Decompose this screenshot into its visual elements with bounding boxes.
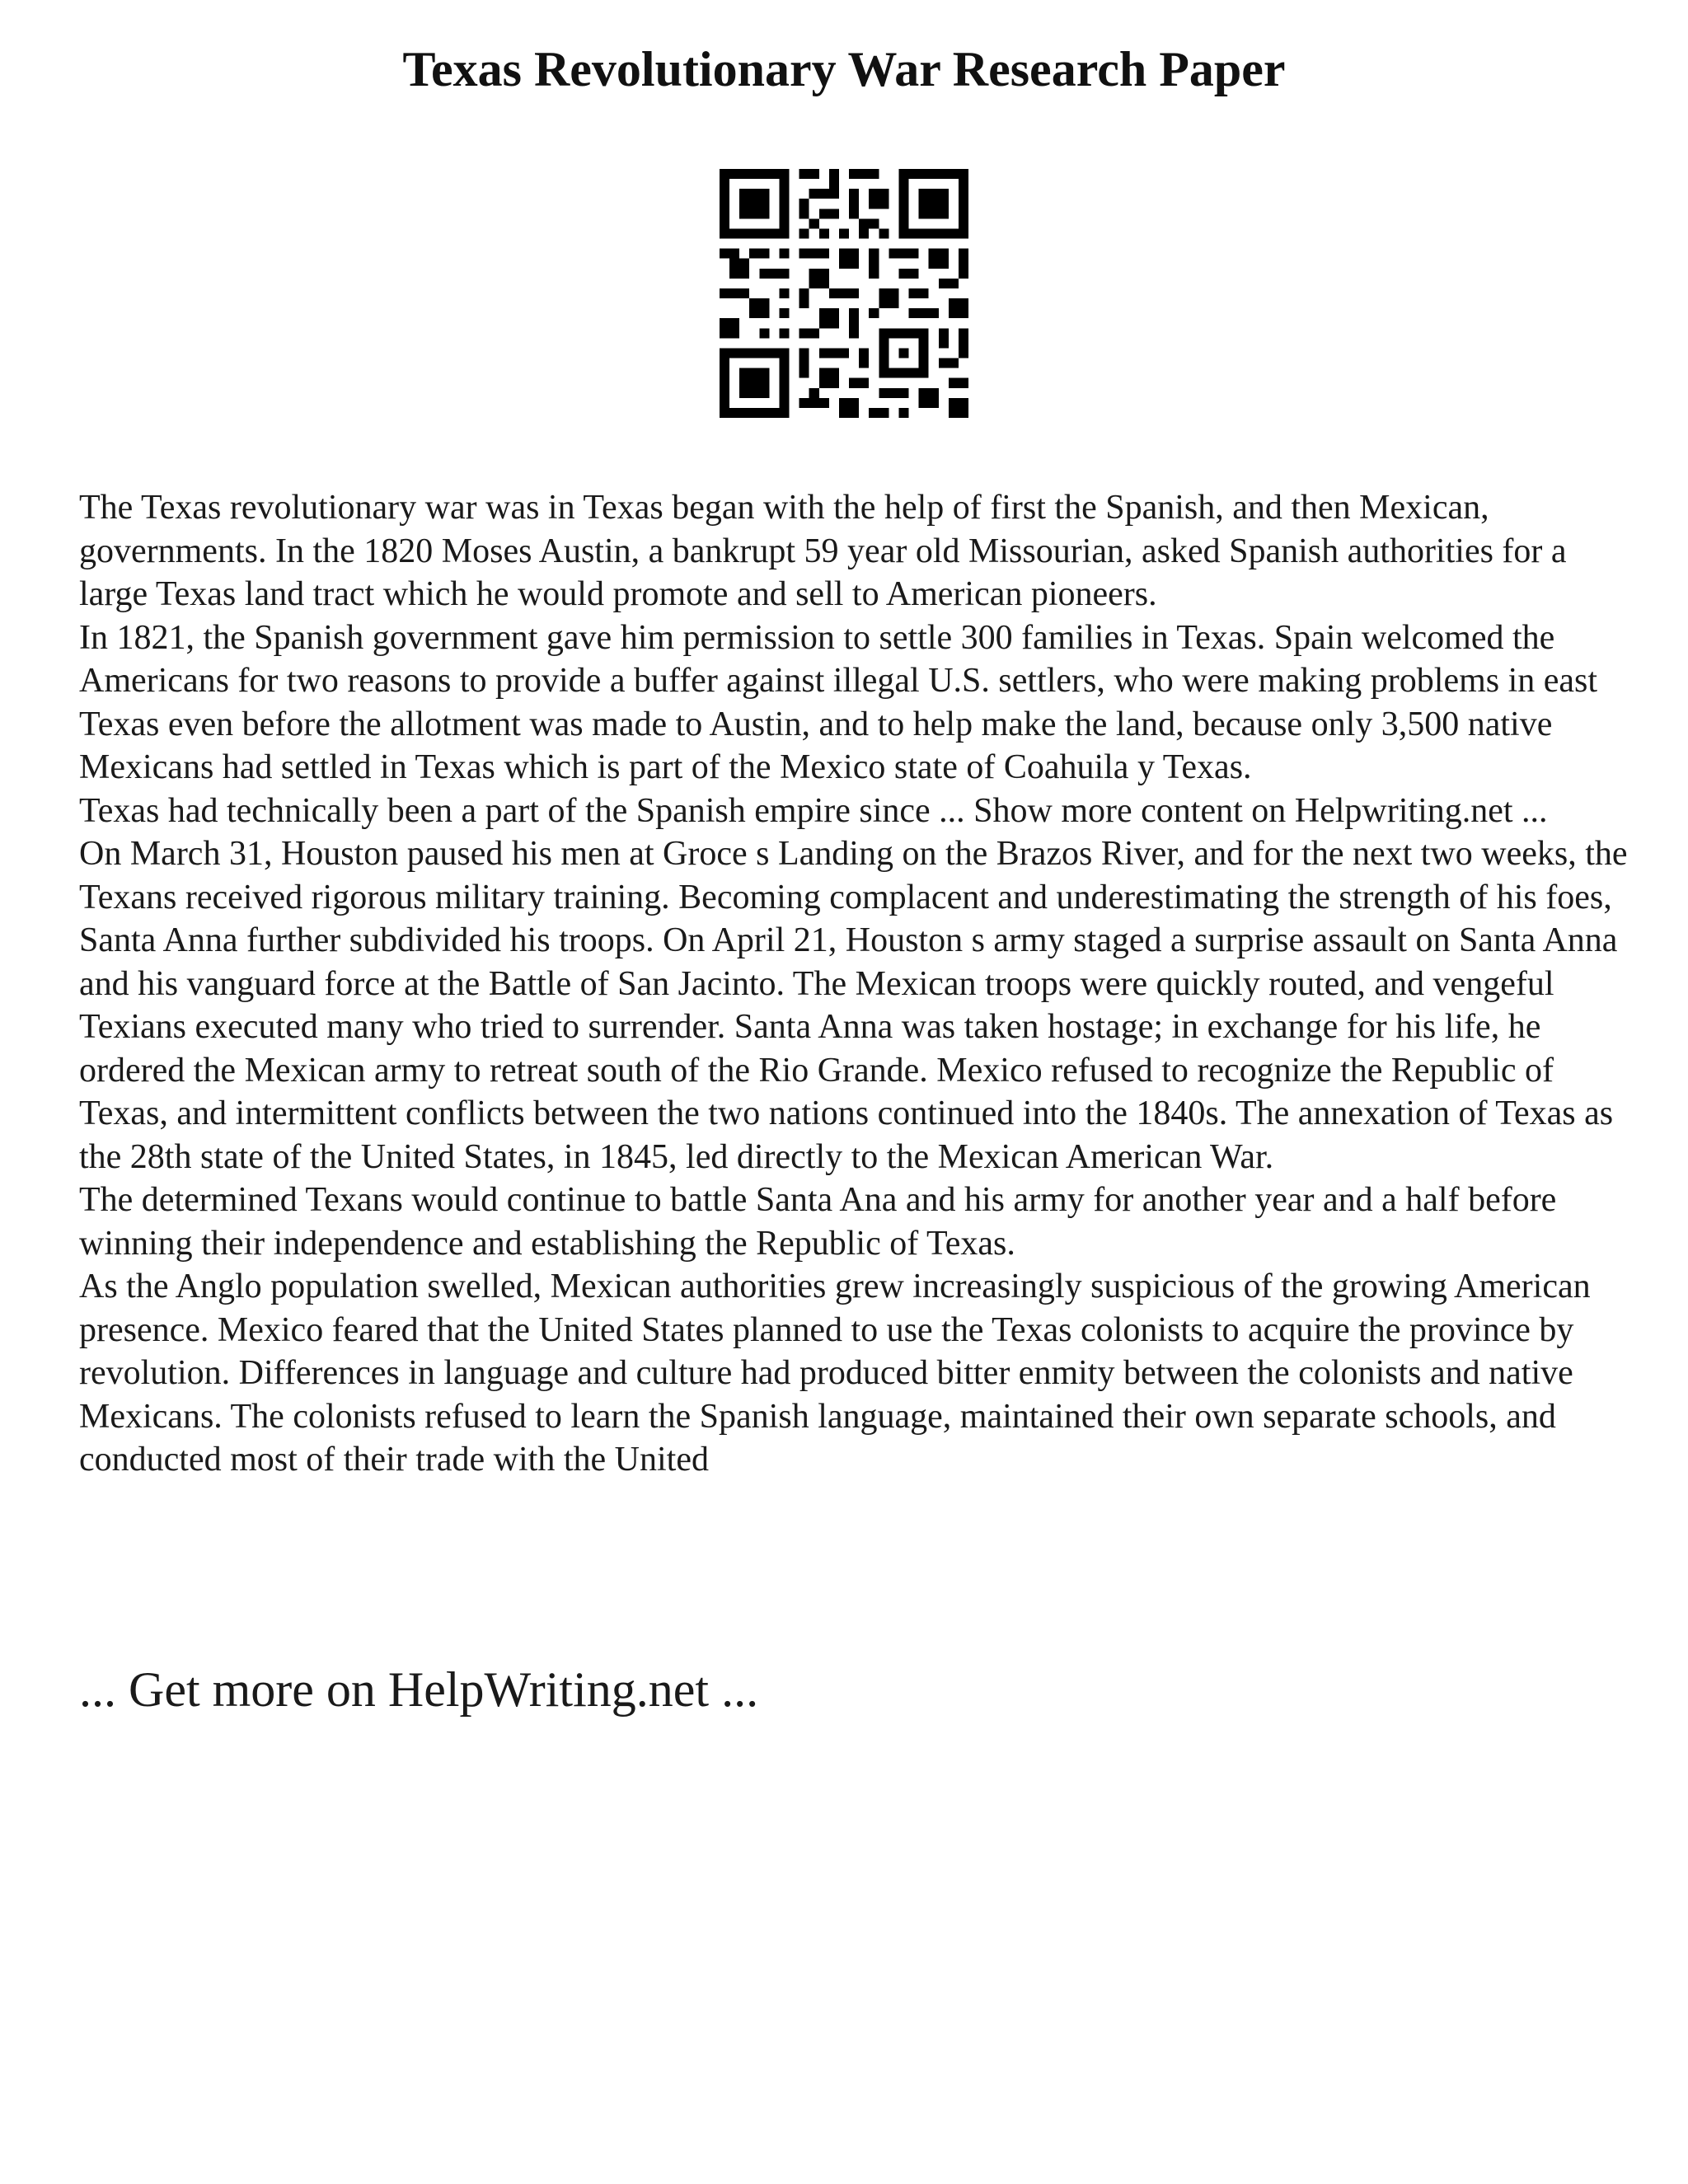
get-more-link[interactable]: ... Get more on HelpWriting.net ... (79, 1662, 759, 1717)
paragraph-1: The Texas revolutionary war was in Texas began with the help of first the Spanish, and then Mexican, governments. In the 1820 Moses Austin, a bankrupt 59 year old Missourian, asked Spanish authorities for a large Texas land tract which he would promote and sell to American pioneers. (79, 489, 1567, 613)
paragraph-2: In 1821, the Spanish government gave him permission to settle 300 families in Texas. Spain welcomed the Americans for two reasons to provide a buffer against illegal U.S. settlers, who were making problems in east Texas even before the allotment was made to Austin, and to help make the land, because only 3,500 native Mexicans had settled in Texas which is part of the Mexico state of Coahuila y Texas. (79, 618, 1598, 786)
paragraph-4: On March 31, Houston paused his men at Groce s Landing on the Brazos River, and for the next two weeks, the Texans received rigorous military training. Becoming complacent and underestimating the strength of his foes, Santa Anna further subdivided his troops. On April 21, Houston s army staged a surprise assault on Santa Anna and his vanguard force at the Battle of San Jacinto. The Mexican troops were quickly routed, and vengeful Texians executed many who tried to surrender. Santa Anna was taken hostage; in exchange for his life, he ordered the Mexican army to retreat south of the Rio Grande. Mexico refused to recognize the Republic of Texas, and intermittent conflicts between the two nations continued into the 1840s. The annexation of Texas as the 28th state of the United States, in 1845, led directly to the Mexican American War. (79, 835, 1628, 1176)
qr-code (720, 169, 968, 418)
page-title: Texas Revolutionary War Research Paper (402, 42, 1286, 96)
paragraph-6: As the Anglo population swelled, Mexican authorities grew increasingly suspicious of the growing American presence. Mexico feared that the United States planned to use the Texas colonists to acquire the province by revolution. Differences in language and culture had produced bitter enmity between the colonists and native Mexicans. The colonists refused to learn the Spanish language, maintained their own separate schools, and conducted most of their trade with the United (79, 1268, 1591, 1479)
article-body (79, 486, 1629, 1482)
qr-code-graphic (720, 169, 968, 418)
paragraph-3: Texas had technically been a part of the Spanish empire since ... Show more content on Helpwriting.net ... (79, 791, 1548, 830)
paragraph-5: The determined Texans would continue to battle Santa Ana and his army for another year and a half before winning their independence and establishing the Republic of Texas. (79, 1181, 1557, 1263)
